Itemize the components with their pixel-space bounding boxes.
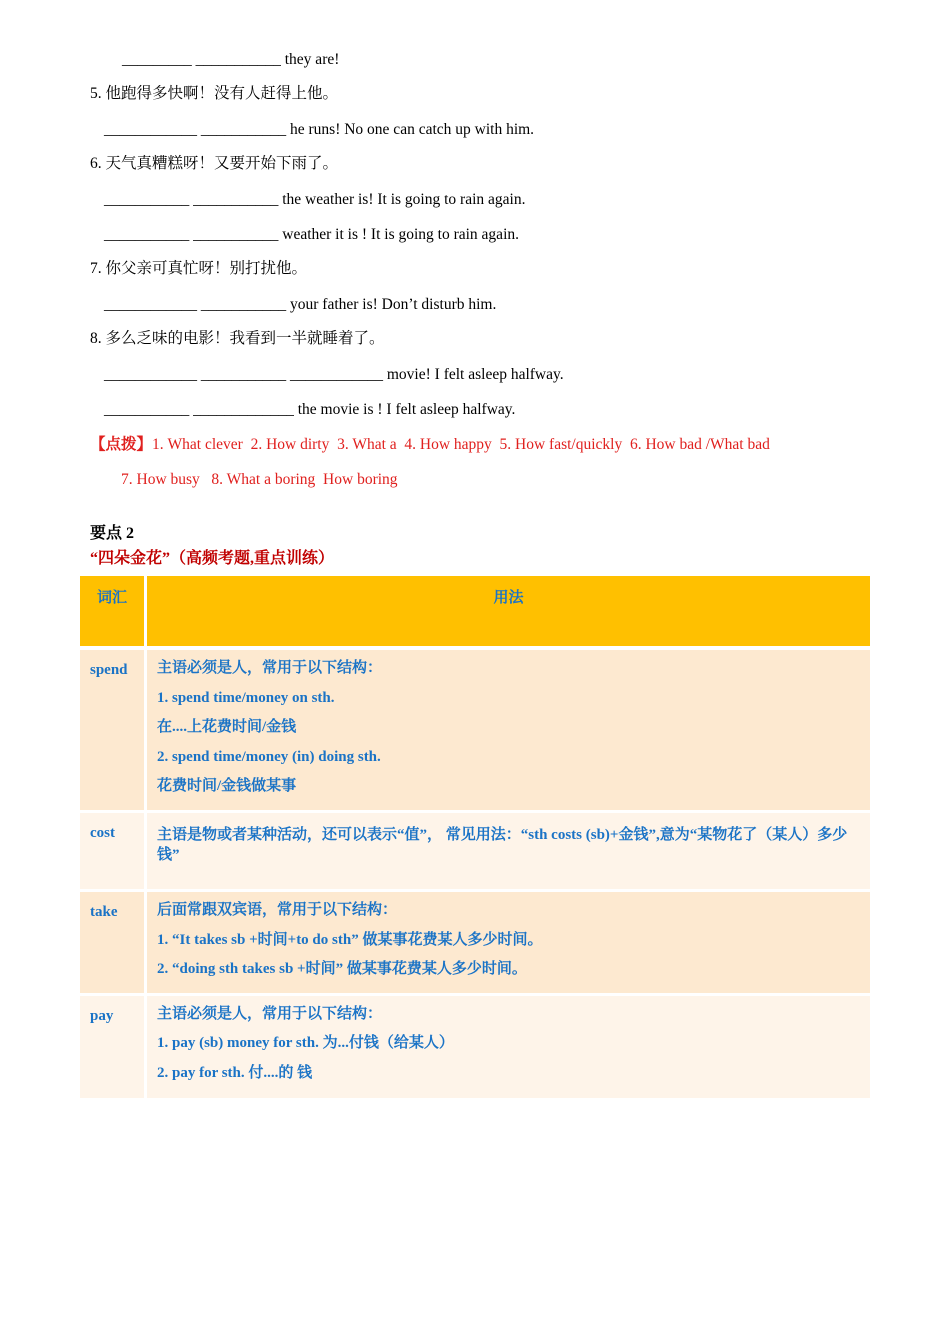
usage-line: 在....上花费时间/金钱 xyxy=(157,719,297,735)
answer-tip-line-2: 7. How busy 8. What a boring How boring xyxy=(121,471,398,488)
word-cell: cost xyxy=(80,812,146,891)
exercise-7-blank: ____________ ___________ your father is! Don’t disturb him. xyxy=(104,296,497,313)
table-row-spend xyxy=(80,648,870,812)
exercise-6-blank-2: ___________ ___________ weather it is ! It is going to rain again. xyxy=(104,226,519,243)
word-cell: take xyxy=(80,891,146,995)
usage-line: 主语必须是人，常用于以下结构： xyxy=(157,1005,383,1022)
usage-line: 主语必须是人，常用于以下结构： xyxy=(157,660,383,676)
exercise-5-prompt: 5. 他跑得多快啊！没有人赶得上他。 xyxy=(90,85,339,102)
usage-line: 后面常跟双宾语，常用于以下结构： xyxy=(157,902,398,918)
exercise-7-prompt: 7. 你父亲可真忙呀！别打扰他。 xyxy=(90,260,308,277)
header-usage: 用法 xyxy=(146,576,871,648)
table-row-cost xyxy=(80,812,870,891)
section-subtitle: “四朵金花”（高频考题,重点训练） xyxy=(90,550,335,567)
table-header-row xyxy=(80,576,870,648)
usage-line: 花费时间/金钱做某事 xyxy=(157,778,297,794)
exercise-5-blank: ____________ ___________ he runs! No one can catch up with him. xyxy=(104,121,535,138)
usage-cell xyxy=(146,812,871,891)
word-cell: spend xyxy=(80,648,146,812)
usage-cell xyxy=(146,648,871,812)
answer-tip-label: 【点拨】 xyxy=(90,436,153,453)
word-cell: pay xyxy=(80,994,146,1099)
usage-line: 1. pay (sb) money for sth. 为...付钱（给某人） xyxy=(157,1035,454,1051)
exercise-8-blank-1: ____________ ___________ ____________ movie! I felt asleep halfway. xyxy=(104,366,564,383)
answer-tip-line-1 xyxy=(90,435,770,455)
exercise-8-prompt: 8. 多么乏味的电影！我看到一半就睡着了。 xyxy=(90,330,385,347)
usage-line: 主语是物或者某种活动，还可以表示“值”， 常见用法：“sth costs (sb)+金钱”,意为“某物花了（某人）多少钱” xyxy=(157,827,848,863)
vocab-usage-table xyxy=(80,576,870,1101)
exercise-4-blank: _________ ___________ they are! xyxy=(122,51,340,68)
usage-line: 1. spend time/money on sth. xyxy=(157,689,335,706)
section-title: 要点 2 xyxy=(90,525,135,542)
answer-tip-text-1: 1. What clever 2. How dirty 3. What a 4. How happy 5. How fast/quickly 6. How bad /What bad xyxy=(152,436,770,453)
usage-line: 2. spend time/money (in) doing sth. xyxy=(157,748,381,765)
table-row-take xyxy=(80,891,870,995)
header-word: 词汇 xyxy=(80,576,146,648)
usage-line: 2. “doing sth takes sb +时间” 做某事花费某人多少时间。 xyxy=(157,961,527,977)
usage-cell xyxy=(146,891,871,995)
usage-cell xyxy=(146,994,871,1099)
table-row-pay xyxy=(80,994,870,1099)
usage-line: 2. pay for sth. 付....的 钱 xyxy=(157,1064,313,1081)
exercise-6-prompt: 6. 天气真糟糕呀！又要开始下雨了。 xyxy=(90,155,339,172)
exercise-6-blank-1: ___________ ___________ the weather is! It is going to rain again. xyxy=(104,191,526,208)
exercise-8-blank-2: ___________ _____________ the movie is ! I felt asleep halfway. xyxy=(104,401,516,418)
usage-line: 1. “It takes sb +时间+to do sth” 做某事花费某人多少时间。 xyxy=(157,931,543,948)
